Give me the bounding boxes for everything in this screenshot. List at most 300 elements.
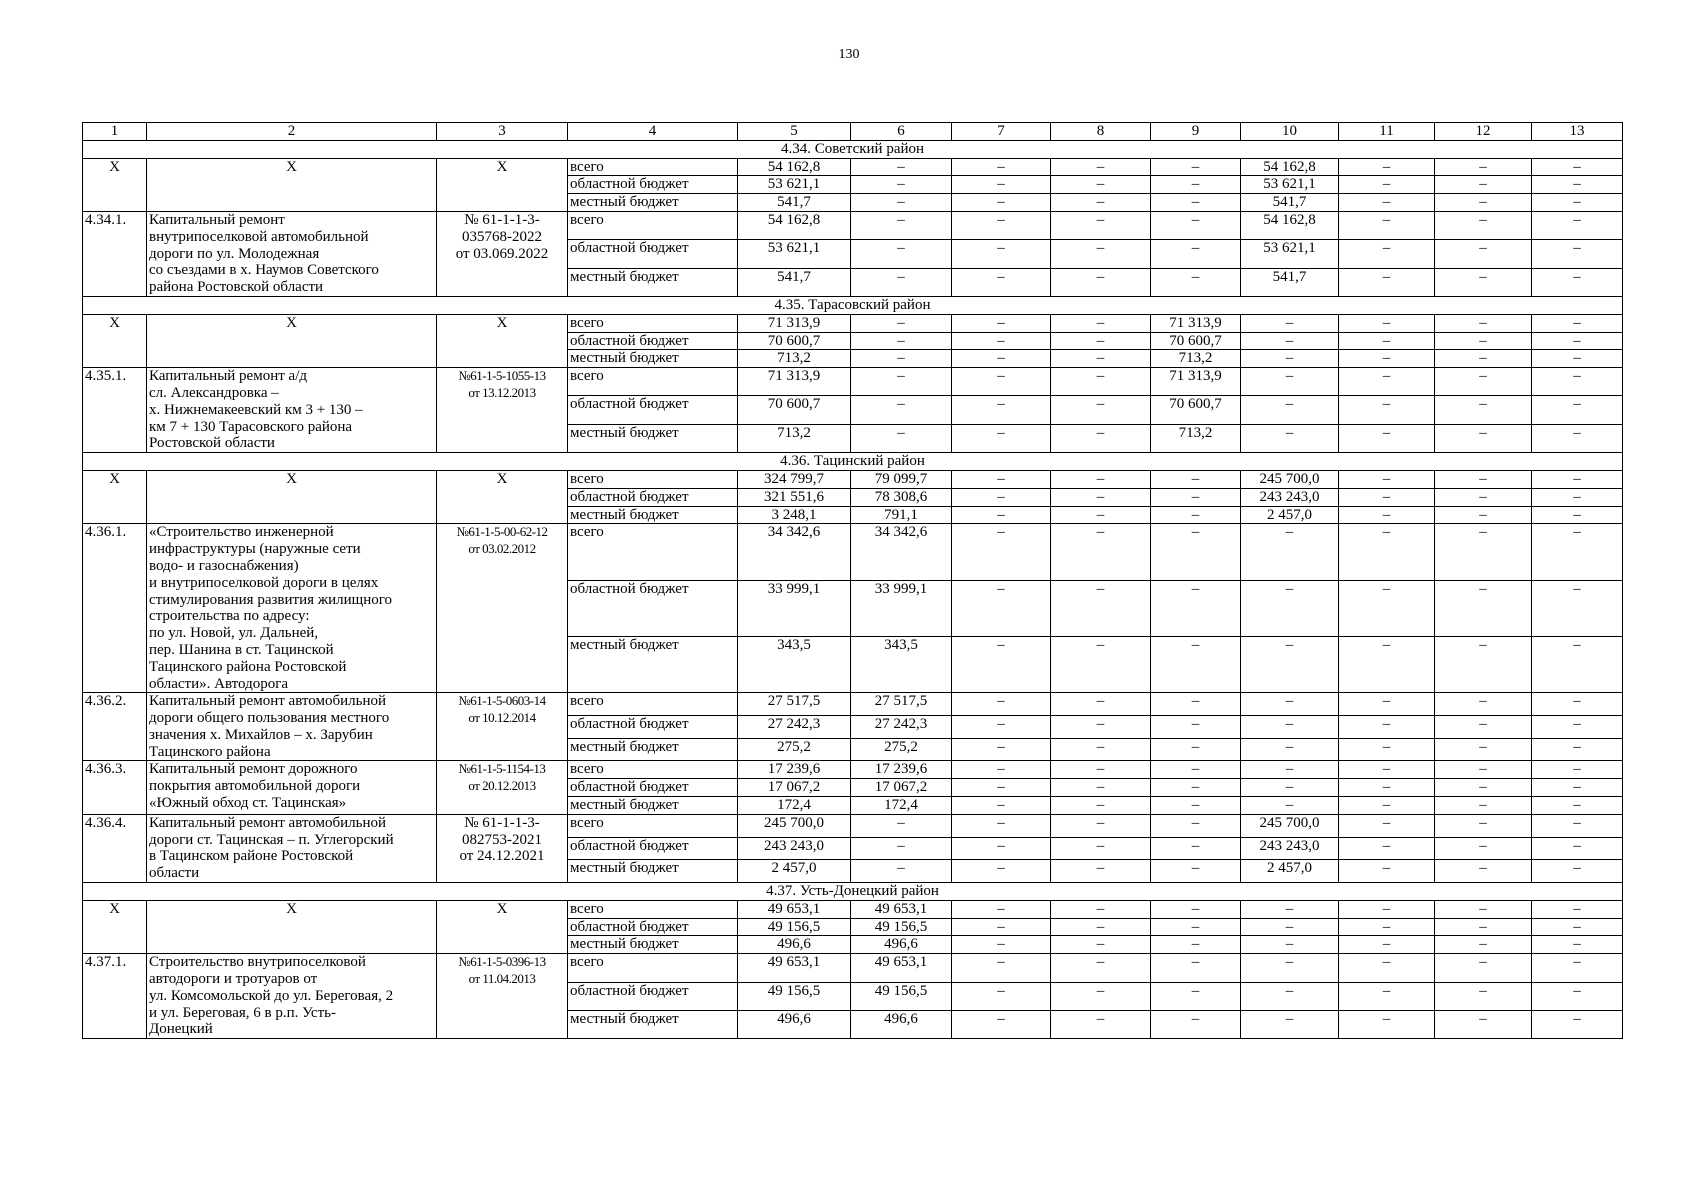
value-cell: – — [851, 350, 952, 368]
value-cell: – — [952, 176, 1051, 194]
item-row — [83, 368, 1623, 396]
value-cell: – — [1151, 470, 1241, 488]
value-cell: – — [1151, 240, 1241, 268]
budget-type-cell: областной бюджет — [568, 396, 738, 424]
value-cell: – — [1151, 814, 1241, 837]
item-name: Капитальный ремонт внутрипоселковой автомобильной дороги по ул. Молодежная со съездами в х. Наумов Советского района Ростовской области — [147, 211, 437, 296]
summary-col2: X — [147, 314, 437, 367]
value-cell: – — [1532, 176, 1623, 194]
value-cell: – — [952, 158, 1051, 176]
value-cell: – — [1151, 918, 1241, 936]
value-cell: – — [1051, 580, 1151, 636]
item-registration: №61-1-5-1055-13 от 13.12.2013 — [437, 368, 568, 453]
value-cell: 70 600,7 — [738, 332, 851, 350]
value-cell: 245 700,0 — [738, 814, 851, 837]
value-cell: 33 999,1 — [738, 580, 851, 636]
value-cell: – — [952, 314, 1051, 332]
value-cell: 496,6 — [851, 1010, 952, 1038]
section-title: 4.35. Тарасовский район — [83, 296, 1623, 314]
budget-type-cell: областной бюджет — [568, 240, 738, 268]
value-cell: – — [1151, 716, 1241, 739]
value-cell: – — [1532, 424, 1623, 452]
value-cell: – — [952, 761, 1051, 779]
value-cell: – — [1051, 314, 1151, 332]
value-cell: – — [1051, 761, 1151, 779]
value-cell: – — [1532, 761, 1623, 779]
value-cell: – — [1435, 954, 1532, 982]
value-cell: – — [1532, 368, 1623, 396]
value-cell: – — [1241, 368, 1339, 396]
value-cell: 321 551,6 — [738, 488, 851, 506]
value-cell: – — [952, 797, 1051, 815]
value-cell: – — [1339, 918, 1435, 936]
value-cell: – — [1435, 580, 1532, 636]
summary-col3: X — [437, 158, 568, 211]
value-cell: 27 517,5 — [851, 693, 952, 716]
section-title-row — [83, 296, 1623, 314]
value-cell: – — [1051, 470, 1151, 488]
value-cell: – — [1051, 900, 1151, 918]
value-cell: – — [1051, 506, 1151, 524]
value-cell: 275,2 — [851, 738, 952, 761]
value-cell: – — [1051, 424, 1151, 452]
value-cell: – — [1339, 268, 1435, 296]
summary-col3: X — [437, 314, 568, 367]
value-cell: 54 162,8 — [738, 211, 851, 239]
value-cell: – — [1339, 314, 1435, 332]
value-cell: 243 243,0 — [1241, 488, 1339, 506]
value-cell: – — [1151, 158, 1241, 176]
item-name: «Строительство инженерной инфраструктуры (наружные сети водо- и газоснабжения) и внутрипоселковой дороги в целях стимулирования развития жилищного строительства по адресу: по ул. Новой, ул. Дальней, пер. Шанина в ст. Тацинской Тацинского района Ростовской области». Автодорога — [147, 524, 437, 693]
value-cell: 2 457,0 — [738, 860, 851, 883]
value-cell: – — [952, 580, 1051, 636]
budget-type-cell: всего — [568, 814, 738, 837]
budget-type-cell: местный бюджет — [568, 268, 738, 296]
value-cell: – — [1435, 716, 1532, 739]
value-cell: – — [1151, 194, 1241, 212]
value-cell: 54 162,8 — [1241, 211, 1339, 239]
value-cell: 49 653,1 — [851, 954, 952, 982]
value-cell: – — [952, 240, 1051, 268]
budget-type-cell: всего — [568, 900, 738, 918]
value-cell: – — [1339, 424, 1435, 452]
section-title: 4.34. Советский район — [83, 140, 1623, 158]
value-cell: – — [1241, 936, 1339, 954]
value-cell: – — [1241, 797, 1339, 815]
value-cell: – — [952, 470, 1051, 488]
value-cell: – — [1435, 240, 1532, 268]
value-cell: – — [1339, 936, 1435, 954]
budget-type-cell: областной бюджет — [568, 837, 738, 860]
item-number: 4.36.2. — [83, 693, 147, 761]
value-cell: – — [1241, 716, 1339, 739]
value-cell: – — [1051, 936, 1151, 954]
value-cell: – — [952, 506, 1051, 524]
value-cell: – — [1339, 761, 1435, 779]
column-header: 9 — [1151, 123, 1241, 141]
section-title: 4.36. Тацинский район — [83, 453, 1623, 471]
value-cell: – — [1435, 918, 1532, 936]
value-cell: – — [1435, 524, 1532, 580]
value-cell: – — [952, 936, 1051, 954]
value-cell: 79 099,7 — [851, 470, 952, 488]
value-cell: – — [952, 954, 1051, 982]
value-cell: – — [1435, 797, 1532, 815]
value-cell: – — [1435, 982, 1532, 1010]
value-cell: 245 700,0 — [1241, 814, 1339, 837]
value-cell: 791,1 — [851, 506, 952, 524]
item-row — [83, 954, 1623, 982]
value-cell: – — [1241, 396, 1339, 424]
section-title-row — [83, 140, 1623, 158]
section-title: 4.37. Усть-Донецкий район — [83, 883, 1623, 901]
value-cell: 713,2 — [1151, 424, 1241, 452]
value-cell: – — [1532, 488, 1623, 506]
value-cell: – — [1532, 194, 1623, 212]
value-cell: – — [1151, 211, 1241, 239]
value-cell: 17 067,2 — [851, 779, 952, 797]
value-cell: 49 653,1 — [738, 954, 851, 982]
value-cell: – — [952, 424, 1051, 452]
value-cell: 54 162,8 — [1241, 158, 1339, 176]
value-cell: – — [1241, 424, 1339, 452]
value-cell: – — [1241, 900, 1339, 918]
budget-type-cell: областной бюджет — [568, 332, 738, 350]
value-cell: – — [851, 424, 952, 452]
value-cell: 34 342,6 — [851, 524, 952, 580]
value-cell: – — [1339, 716, 1435, 739]
item-number: 4.36.1. — [83, 524, 147, 693]
value-cell: – — [1241, 332, 1339, 350]
column-header: 4 — [568, 123, 738, 141]
value-cell: 541,7 — [738, 194, 851, 212]
item-row — [83, 761, 1623, 779]
budget-type-cell: местный бюджет — [568, 1010, 738, 1038]
value-cell: – — [1151, 636, 1241, 692]
column-header: 5 — [738, 123, 851, 141]
budget-type-cell: всего — [568, 158, 738, 176]
value-cell: 243 243,0 — [738, 837, 851, 860]
value-cell: – — [952, 738, 1051, 761]
value-cell: – — [1051, 368, 1151, 396]
value-cell: – — [851, 211, 952, 239]
value-cell: 541,7 — [1241, 194, 1339, 212]
value-cell: – — [1051, 1010, 1151, 1038]
value-cell: – — [1532, 524, 1623, 580]
value-cell: – — [952, 194, 1051, 212]
value-cell: – — [1532, 158, 1623, 176]
value-cell: – — [952, 814, 1051, 837]
value-cell: – — [1151, 954, 1241, 982]
value-cell: – — [1151, 176, 1241, 194]
value-cell: – — [1532, 738, 1623, 761]
value-cell: – — [1151, 860, 1241, 883]
value-cell: – — [952, 350, 1051, 368]
value-cell: – — [1241, 738, 1339, 761]
value-cell: – — [1151, 837, 1241, 860]
value-cell: – — [1532, 837, 1623, 860]
value-cell: – — [1151, 936, 1241, 954]
value-cell: – — [1241, 982, 1339, 1010]
budget-type-cell: местный бюджет — [568, 797, 738, 815]
value-cell: – — [1435, 194, 1532, 212]
budget-type-cell: местный бюджет — [568, 860, 738, 883]
value-cell: – — [1151, 982, 1241, 1010]
value-cell: – — [1435, 900, 1532, 918]
column-header: 3 — [437, 123, 568, 141]
value-cell: – — [851, 396, 952, 424]
column-header: 11 — [1339, 123, 1435, 141]
value-cell: – — [1339, 506, 1435, 524]
value-cell: – — [1435, 636, 1532, 692]
value-cell: – — [1532, 580, 1623, 636]
budget-type-cell: областной бюджет — [568, 779, 738, 797]
value-cell: – — [1435, 176, 1532, 194]
value-cell: – — [1339, 332, 1435, 350]
budget-type-cell: всего — [568, 368, 738, 396]
value-cell: – — [1435, 396, 1532, 424]
value-cell: – — [1532, 314, 1623, 332]
item-row — [83, 211, 1623, 239]
value-cell: – — [1339, 240, 1435, 268]
value-cell: – — [1532, 268, 1623, 296]
summary-row — [83, 900, 1623, 918]
value-cell: – — [1435, 779, 1532, 797]
value-cell: – — [851, 814, 952, 837]
value-cell: – — [1151, 779, 1241, 797]
value-cell: – — [1435, 693, 1532, 716]
value-cell: – — [1151, 761, 1241, 779]
value-cell: – — [1051, 814, 1151, 837]
budget-type-cell: всего — [568, 314, 738, 332]
value-cell: – — [1051, 982, 1151, 1010]
value-cell: – — [1241, 693, 1339, 716]
value-cell: – — [1532, 797, 1623, 815]
value-cell: – — [1532, 918, 1623, 936]
value-cell: – — [1339, 396, 1435, 424]
summary-col1: X — [83, 470, 147, 523]
item-name: Капитальный ремонт автомобильной дороги общего пользования местного значения х. Михайлов – х. Зарубин Тацинского района — [147, 693, 437, 761]
value-cell: 49 156,5 — [738, 982, 851, 1010]
value-cell: – — [851, 368, 952, 396]
value-cell: – — [1151, 524, 1241, 580]
value-cell: – — [952, 900, 1051, 918]
value-cell: – — [1241, 918, 1339, 936]
value-cell: – — [952, 716, 1051, 739]
value-cell: – — [1051, 918, 1151, 936]
item-registration: №61-1-5-00-62-12 от 03.02.2012 — [437, 524, 568, 693]
value-cell: – — [1339, 779, 1435, 797]
value-cell: – — [1532, 636, 1623, 692]
column-header: 2 — [147, 123, 437, 141]
item-name: Капитальный ремонт дорожного покрытия автомобильной дороги «Южный обход ст. Тацинская» — [147, 761, 437, 814]
summary-row — [83, 314, 1623, 332]
value-cell: – — [1241, 779, 1339, 797]
value-cell: – — [1339, 814, 1435, 837]
value-cell: – — [851, 332, 952, 350]
column-header-row — [83, 123, 1623, 141]
value-cell: – — [1051, 837, 1151, 860]
budget-type-cell: областной бюджет — [568, 488, 738, 506]
value-cell: – — [1339, 954, 1435, 982]
value-cell: 17 067,2 — [738, 779, 851, 797]
value-cell: – — [952, 837, 1051, 860]
budget-type-cell: всего — [568, 470, 738, 488]
summary-row — [83, 158, 1623, 176]
value-cell: 2 457,0 — [1241, 860, 1339, 883]
value-cell: – — [1532, 470, 1623, 488]
value-cell: 27 242,3 — [738, 716, 851, 739]
value-cell: – — [1339, 900, 1435, 918]
budget-type-cell: всего — [568, 954, 738, 982]
value-cell: 27 517,5 — [738, 693, 851, 716]
value-cell: 324 799,7 — [738, 470, 851, 488]
value-cell: – — [1435, 936, 1532, 954]
value-cell: – — [1435, 158, 1532, 176]
value-cell: – — [1532, 396, 1623, 424]
value-cell: 496,6 — [851, 936, 952, 954]
value-cell: 54 162,8 — [738, 158, 851, 176]
item-row — [83, 524, 1623, 580]
budget-type-cell: местный бюджет — [568, 636, 738, 692]
item-number: 4.35.1. — [83, 368, 147, 453]
value-cell: – — [1051, 332, 1151, 350]
value-cell: – — [1339, 368, 1435, 396]
value-cell: 34 342,6 — [738, 524, 851, 580]
value-cell: 172,4 — [851, 797, 952, 815]
value-cell: – — [1339, 580, 1435, 636]
value-cell: – — [1339, 524, 1435, 580]
value-cell: – — [1435, 332, 1532, 350]
value-cell: 3 248,1 — [738, 506, 851, 524]
value-cell: – — [1241, 524, 1339, 580]
value-cell: 713,2 — [738, 424, 851, 452]
budget-table — [82, 122, 1623, 1039]
value-cell: – — [1339, 488, 1435, 506]
item-registration: № 61-1-1-3- 035768-2022 от 03.069.2022 — [437, 211, 568, 296]
value-cell: – — [1532, 506, 1623, 524]
value-cell: – — [1051, 240, 1151, 268]
value-cell: 49 156,5 — [851, 918, 952, 936]
value-cell: – — [1339, 176, 1435, 194]
value-cell: – — [1151, 580, 1241, 636]
value-cell: – — [1532, 936, 1623, 954]
budget-type-cell: всего — [568, 211, 738, 239]
value-cell: – — [1151, 268, 1241, 296]
value-cell: – — [952, 211, 1051, 239]
value-cell: – — [1151, 738, 1241, 761]
value-cell: – — [1339, 350, 1435, 368]
value-cell: – — [1051, 954, 1151, 982]
value-cell: – — [1435, 860, 1532, 883]
value-cell: 27 242,3 — [851, 716, 952, 739]
value-cell: – — [1532, 860, 1623, 883]
column-header: 1 — [83, 123, 147, 141]
value-cell: 17 239,6 — [738, 761, 851, 779]
item-number: 4.36.4. — [83, 814, 147, 882]
value-cell: – — [1051, 716, 1151, 739]
column-header: 12 — [1435, 123, 1532, 141]
value-cell: 49 156,5 — [738, 918, 851, 936]
value-cell: 275,2 — [738, 738, 851, 761]
value-cell: – — [1339, 470, 1435, 488]
value-cell: – — [1051, 194, 1151, 212]
value-cell: 70 600,7 — [1151, 396, 1241, 424]
item-registration: №61-1-5-1154-13 от 20.12.2013 — [437, 761, 568, 814]
item-name: Строительство внутрипоселковой автодороги и тротуаров от ул. Комсомольской до ул. Береговая, 2 и ул. Береговая, 6 в р.п. Усть- Донецкий — [147, 954, 437, 1039]
value-cell: – — [1241, 761, 1339, 779]
value-cell: – — [1051, 524, 1151, 580]
value-cell: – — [1532, 716, 1623, 739]
value-cell: – — [1051, 350, 1151, 368]
value-cell: – — [1151, 693, 1241, 716]
value-cell: – — [1151, 900, 1241, 918]
value-cell: – — [1339, 1010, 1435, 1038]
item-row — [83, 814, 1623, 837]
budget-type-cell: местный бюджет — [568, 506, 738, 524]
value-cell: – — [1435, 211, 1532, 239]
value-cell: 2 457,0 — [1241, 506, 1339, 524]
summary-col2: X — [147, 470, 437, 523]
summary-col3: X — [437, 900, 568, 953]
value-cell: 496,6 — [738, 936, 851, 954]
table-body — [83, 123, 1623, 1039]
value-cell: – — [1151, 488, 1241, 506]
value-cell: 172,4 — [738, 797, 851, 815]
value-cell: 713,2 — [1151, 350, 1241, 368]
value-cell: – — [1532, 240, 1623, 268]
value-cell: – — [1435, 268, 1532, 296]
value-cell: – — [1241, 580, 1339, 636]
value-cell: – — [1339, 860, 1435, 883]
value-cell: – — [1435, 368, 1532, 396]
value-cell: – — [1151, 1010, 1241, 1038]
value-cell: – — [1435, 424, 1532, 452]
section-title-row — [83, 883, 1623, 901]
value-cell: 343,5 — [851, 636, 952, 692]
value-cell: – — [1532, 814, 1623, 837]
value-cell: – — [1435, 470, 1532, 488]
value-cell: – — [851, 314, 952, 332]
budget-type-cell: областной бюджет — [568, 918, 738, 936]
summary-col1: X — [83, 314, 147, 367]
value-cell: – — [1051, 797, 1151, 815]
summary-col2: X — [147, 900, 437, 953]
budget-type-cell: местный бюджет — [568, 350, 738, 368]
value-cell: – — [1051, 176, 1151, 194]
value-cell: – — [1051, 488, 1151, 506]
value-cell: – — [952, 918, 1051, 936]
item-registration: № 61-1-1-3- 082753-2021 от 24.12.2021 — [437, 814, 568, 882]
value-cell: – — [851, 158, 952, 176]
value-cell: – — [851, 837, 952, 860]
value-cell: – — [952, 524, 1051, 580]
value-cell: – — [1532, 332, 1623, 350]
item-number: 4.34.1. — [83, 211, 147, 296]
budget-type-cell: всего — [568, 693, 738, 716]
budget-type-cell: местный бюджет — [568, 194, 738, 212]
budget-type-cell: областной бюджет — [568, 176, 738, 194]
value-cell: – — [1532, 350, 1623, 368]
value-cell: 496,6 — [738, 1010, 851, 1038]
value-cell: – — [1435, 1010, 1532, 1038]
value-cell: 70 600,7 — [738, 396, 851, 424]
value-cell: – — [1051, 211, 1151, 239]
page-number: 130 — [838, 47, 860, 62]
value-cell: – — [1241, 350, 1339, 368]
value-cell: – — [952, 982, 1051, 1010]
value-cell: – — [1339, 693, 1435, 716]
